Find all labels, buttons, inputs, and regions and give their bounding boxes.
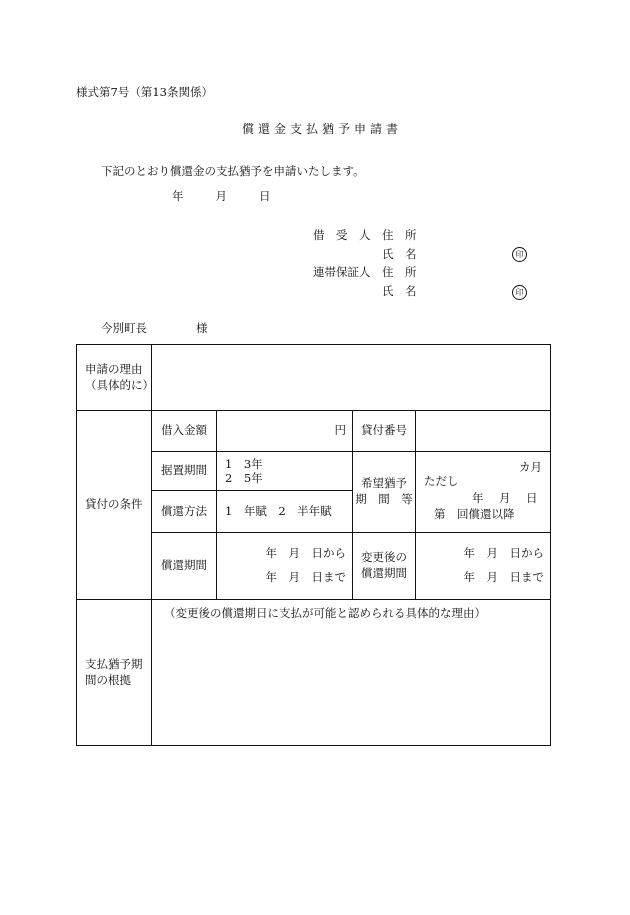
loan-amount-field[interactable] (217, 411, 353, 452)
repay-period-from: 年 月 日から (265, 546, 346, 561)
repay-period-field[interactable] (217, 533, 353, 600)
intro-statement: 下記のとおり償還金の支払猶予を申請いたします。 (101, 164, 365, 178)
guarantor-name-label: 氏 名 (382, 284, 417, 298)
reason-label: 申請の理由 （具体的に） (77, 345, 152, 411)
loan-amount-label: 借入金額 (152, 411, 217, 452)
guarantor-address-label: 住 所 (382, 265, 417, 279)
repay-method-label: 償還方法 (152, 491, 217, 533)
repay-period-label: 償還期間 (152, 533, 217, 600)
changed-period-field[interactable] (416, 533, 551, 600)
guarantor-seal-icon: 印 (512, 285, 527, 300)
yen-unit: 円 (334, 423, 346, 438)
guarantor-label: 連帯保証人 (313, 265, 371, 279)
basis-label: 支払猶予期 間の根拠 (77, 600, 152, 746)
addressee-name: 今別町長 (101, 321, 147, 335)
borrower-label: 借 受 人 (313, 228, 371, 242)
months-unit: カ月 (519, 460, 542, 474)
reason-field[interactable] (152, 345, 551, 411)
changed-period-from: 年 月 日から (463, 546, 544, 561)
basis-field[interactable] (152, 600, 551, 746)
borrower-seal-icon: 印 (512, 247, 527, 262)
document-title: 償還金支払猶予申請書 (242, 122, 403, 136)
requested-deferment-field[interactable] (416, 452, 551, 533)
deferment-label: 据置期間 (152, 452, 217, 491)
borrower-name-label: 氏 名 (382, 247, 417, 261)
from-installment: 第 回償還以降 (434, 507, 515, 521)
addressee-honorific: 様 (196, 321, 208, 335)
repay-method-options[interactable]: 1 年賦 2 半年賦 (217, 491, 353, 533)
date-line: 年 月 日 (172, 189, 274, 203)
loan-number-label: 貸付番号 (353, 411, 416, 452)
changed-period-label: 変更後の 償還期間 (353, 533, 416, 600)
loan-terms-label: 貸付の条件 (77, 411, 152, 600)
basis-note: （変更後の償還期日に支払が可能と認められる具体的な理由） (164, 606, 486, 620)
form-number: 様式第7号（第13条関係） (76, 85, 213, 99)
deferment-options[interactable]: 1 3年 2 5年 (217, 452, 353, 491)
borrower-address-label: 住 所 (382, 228, 417, 242)
requested-deferment-label: 希望猶予 期 間 等 (353, 452, 416, 533)
provided-label: ただし (424, 474, 459, 488)
application-table (76, 344, 551, 746)
loan-number-field[interactable] (416, 411, 551, 452)
repay-period-until: 年 月 日まで (265, 570, 346, 584)
installment-date: 年 月 日 (472, 491, 540, 505)
changed-period-until: 年 月 日まで (463, 570, 544, 584)
